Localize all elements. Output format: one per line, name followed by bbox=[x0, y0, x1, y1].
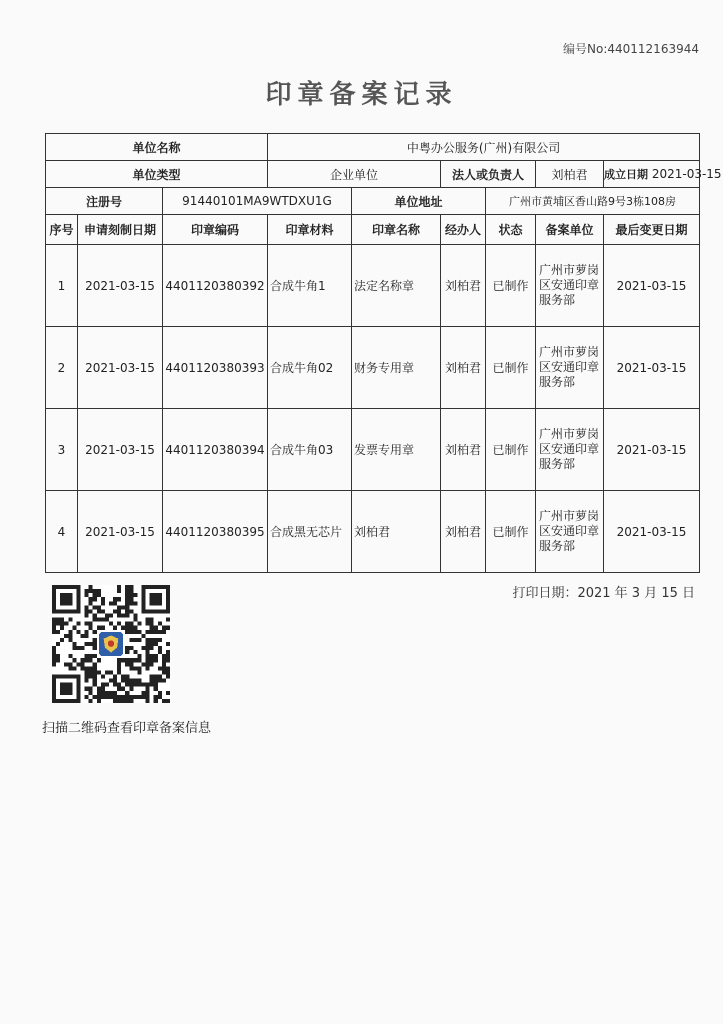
print-date: 打印日期：2021 年 3 月 15 日 bbox=[512, 586, 695, 601]
row-status: 已制作 bbox=[486, 409, 536, 491]
unit-type-value: 企业单位 bbox=[268, 161, 441, 188]
legal-rep-value: 刘柏君 bbox=[536, 161, 604, 188]
qr-caption: 扫描二维码查看印章备案信息 bbox=[42, 721, 212, 736]
row-status: 已制作 bbox=[486, 327, 536, 409]
row-seal-code: 4401120380393 bbox=[163, 327, 268, 409]
row-apply-date: 2021-03-15 bbox=[78, 491, 163, 573]
address-value: 广州市黄埔区香山路9号3栋108房 bbox=[486, 188, 700, 215]
info-row-unit-type bbox=[46, 161, 700, 188]
row-last-change: 2021-03-15 bbox=[604, 409, 700, 491]
row-handler: 刘柏君 bbox=[441, 245, 486, 327]
row-material: 合成牛角03 bbox=[268, 409, 352, 491]
col-header-seal-code: 印章编码 bbox=[163, 215, 268, 245]
row-material: 合成牛角1 bbox=[268, 245, 352, 327]
row-index: 3 bbox=[46, 409, 78, 491]
row-seal-name: 刘柏君 bbox=[352, 491, 441, 573]
row-filing-unit: 广州市萝岗区安通印章服务部 bbox=[536, 245, 604, 327]
table-row bbox=[46, 491, 700, 573]
info-row-unit-name bbox=[46, 134, 700, 161]
row-handler: 刘柏君 bbox=[441, 491, 486, 573]
row-last-change: 2021-03-15 bbox=[604, 245, 700, 327]
document-number: 编号No:440112163944 bbox=[563, 42, 699, 56]
unit-name-value: 中粤办公服务(广州)有限公司 bbox=[268, 134, 700, 161]
row-filing-unit: 广州市萝岗区安通印章服务部 bbox=[536, 409, 604, 491]
legal-rep-label: 法人或负责人 bbox=[441, 161, 536, 188]
row-seal-code: 4401120380394 bbox=[163, 409, 268, 491]
col-header-filing-unit: 备案单位 bbox=[536, 215, 604, 245]
table-row bbox=[46, 409, 700, 491]
col-header-last-change: 最后变更日期 bbox=[604, 215, 700, 245]
col-header-apply-date: 申请刻制日期 bbox=[78, 215, 163, 245]
unit-type-label: 单位类型 bbox=[46, 161, 268, 188]
row-status: 已制作 bbox=[486, 491, 536, 573]
row-filing-unit: 广州市萝岗区安通印章服务部 bbox=[536, 491, 604, 573]
address-label: 单位地址 bbox=[352, 188, 486, 215]
row-apply-date: 2021-03-15 bbox=[78, 245, 163, 327]
row-material: 合成牛角02 bbox=[268, 327, 352, 409]
info-row-reg bbox=[46, 188, 700, 215]
row-handler: 刘柏君 bbox=[441, 327, 486, 409]
reg-no-label: 注册号 bbox=[46, 188, 163, 215]
row-index: 4 bbox=[46, 491, 78, 573]
qr-logo-icon bbox=[97, 630, 125, 658]
reg-no-value: 91440101MA9WTDXU1G bbox=[163, 188, 352, 215]
row-last-change: 2021-03-15 bbox=[604, 491, 700, 573]
table-header-row bbox=[46, 215, 700, 245]
row-seal-code: 4401120380395 bbox=[163, 491, 268, 573]
founded-cell bbox=[604, 161, 722, 188]
row-handler: 刘柏君 bbox=[441, 409, 486, 491]
row-index: 1 bbox=[46, 245, 78, 327]
row-last-change: 2021-03-15 bbox=[604, 327, 700, 409]
col-header-material: 印章材料 bbox=[268, 215, 352, 245]
row-filing-unit: 广州市萝岗区安通印章服务部 bbox=[536, 327, 604, 409]
row-index: 2 bbox=[46, 327, 78, 409]
row-seal-name: 财务专用章 bbox=[352, 327, 441, 409]
founded-value: 2021-03-15 bbox=[651, 167, 722, 181]
row-apply-date: 2021-03-15 bbox=[78, 409, 163, 491]
row-seal-code: 4401120380392 bbox=[163, 245, 268, 327]
unit-name-label: 单位名称 bbox=[46, 134, 268, 161]
row-seal-name: 发票专用章 bbox=[352, 409, 441, 491]
col-header-seal-name: 印章名称 bbox=[352, 215, 441, 245]
row-apply-date: 2021-03-15 bbox=[78, 327, 163, 409]
row-status: 已制作 bbox=[486, 245, 536, 327]
table-row bbox=[46, 327, 700, 409]
col-header-handler: 经办人 bbox=[441, 215, 486, 245]
row-seal-name: 法定名称章 bbox=[352, 245, 441, 327]
row-material: 合成黑无芯片 bbox=[268, 491, 352, 573]
col-header-index: 序号 bbox=[46, 215, 78, 245]
table-row bbox=[46, 245, 700, 327]
qr-code[interactable] bbox=[52, 585, 170, 703]
col-header-status: 状态 bbox=[486, 215, 536, 245]
seal-record-table bbox=[45, 133, 722, 573]
founded-label: 成立日期 bbox=[604, 168, 648, 181]
page-title: 印章备案记录 bbox=[265, 80, 458, 110]
